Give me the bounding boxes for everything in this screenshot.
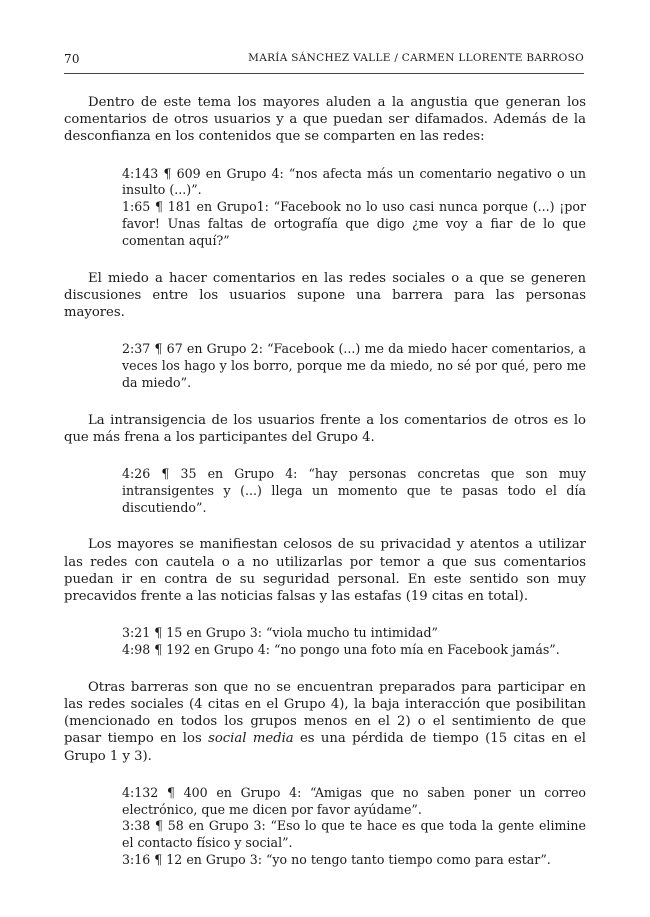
quote-block (122, 625, 586, 659)
quote-block (122, 166, 586, 250)
running-head: MARÍA SÁNCHEZ VALLE / CARMEN LLORENTE BARROSO (248, 52, 584, 64)
paragraph-text: es una pérdida de tiempo (15 citas en el Grupo 1 y 3). (64, 731, 586, 764)
quote: 2:37 ¶ 67 en Grupo 2: “Facebook (...) me da miedo hacer comentarios, a veces los hago y los borro, porque me da miedo, no sé por qué, pero me da miedo”. (122, 341, 586, 390)
page-header (64, 52, 584, 72)
quote: 3:16 ¶ 12 en Grupo 3: “yo no tengo tanto tiempo como para estar”. (122, 852, 551, 867)
page-number: 70 (64, 52, 80, 66)
quote: 1:65 ¶ 181 en Grupo1: “Facebook no lo uso casi nunca porque (...) ¡por favor! Unas faltas de ortografía que digo ¿me voy a fiar de lo que comentan aquí?” (122, 199, 586, 248)
quote: 4:98 ¶ 192 en Grupo 4: “no pongo una foto mía en Facebook jamás”. (122, 642, 560, 657)
paragraph: El miedo a hacer comentarios en las redes sociales o a que se generen discusiones entre los usuarios supone una barrera para las personas mayores. (64, 270, 586, 320)
quote-block (122, 341, 586, 391)
paragraph: Los mayores se manifiestan celosos de su privacidad y atentos a utilizar las redes con cautela o a no utilizarlas por temor a que sus comentarios puedan ir en contra de su seguridad personal. En este sentido son muy precavidos frente a las noticias falsas y las estafas (19 citas en total). (64, 537, 586, 604)
body-text (64, 94, 586, 889)
quote: 4:26 ¶ 35 en Grupo 4: “hay personas concretas que son muy intransigentes y (...) llega un momento que te pasas todo el día discutiendo”. (122, 466, 586, 515)
quote-block (122, 785, 586, 869)
quote: 4:132 ¶ 400 en Grupo 4: “Amigas que no saben poner un correo electrónico, que me dicen por favor ayúdame”. (122, 784, 586, 817)
paragraph: Dentro de este tema los mayores aluden a la angustia que generan los comentarios de otros usuarios y a que puedan ser difamados. Además de la desconfianza en los contenidos que se comparten en las redes: (64, 95, 586, 145)
quote-block (122, 466, 586, 516)
paragraph-text: Otras barreras son que no se encuentran preparados para participar en las redes sociales (4 citas en el Grupo 4), la baja interacción que posibilitan (mencionado en todos los grupos menos en el 2) o el sentimiento de que pasar tiempo en los (64, 679, 586, 747)
quote: 3:21 ¶ 15 en Grupo 3: “viola mucho tu intimidad” (122, 625, 438, 641)
header-rule (64, 73, 584, 74)
quote: 4:143 ¶ 609 en Grupo 4: “nos afecta más un comentario negativo o un insulto (...)”. (122, 165, 586, 198)
quote: 3:38 ¶ 58 en Grupo 3: “Eso lo que te hace es que toda la gente elimine el contacto físico y social”. (122, 818, 586, 851)
italic-term: social media (208, 731, 294, 747)
paragraph (64, 679, 586, 765)
paragraph: La intransigencia de los usuarios frente a los comentarios de otros es lo que más frena a los participantes del Grupo 4. (64, 412, 586, 445)
